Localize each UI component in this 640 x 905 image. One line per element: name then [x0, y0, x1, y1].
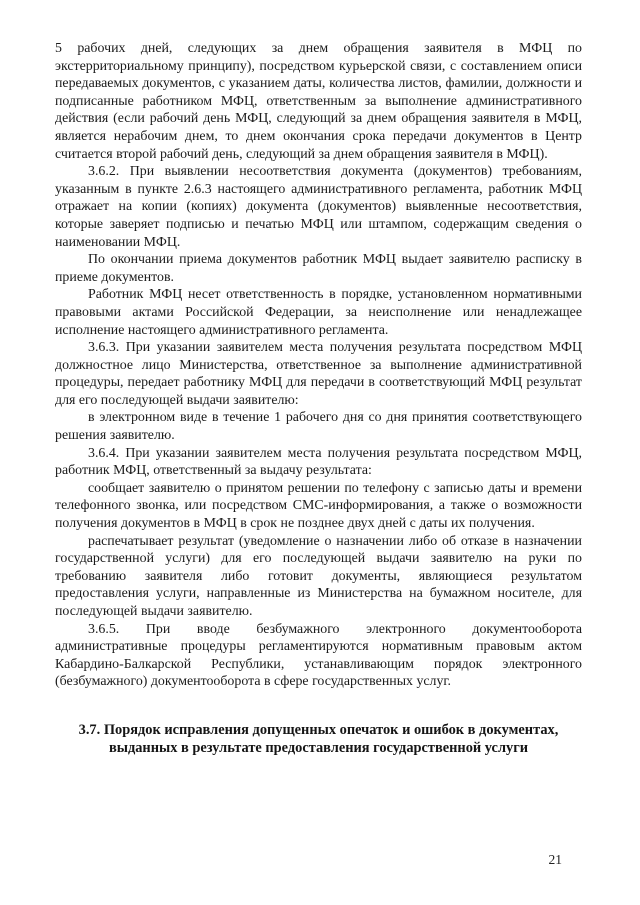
section-heading: 3.7. Порядок исправления допущенных опечаток и ошибок в документах, выданных в результате предоставления государственной услуги [78, 721, 559, 756]
paragraph: 3.6.3. При указании заявителем места получения результата посредством МФЦ должностное лицо Министерства, ответственное за выполнение административной процедуры, передает работнику МФЦ для передачи в соответствующий МФЦ результат для его последующей выдачи заявителю: [55, 340, 582, 408]
paragraph: распечатывает результат (уведомление о назначении либо об отказе в назначении государственной услуги) для его последующей выдачи заявителю на руки по требованию заявителя либо готовит документы, являющиеся результатом предоставления услуги, направленные из Министерства на бумажном носителе, для последующей выдачи заявителю. [55, 533, 582, 619]
body-text [55, 40, 582, 691]
paragraph: 3.6.4. При указании заявителем места получения результата посредством МФЦ, работник МФЦ, ответственный за выдачу результата: [55, 445, 582, 479]
paragraph: 5 рабочих дней, следующих за днем обращения заявителя в МФЦ по экстерриториальному принципу), посредством курьерской связи, с составлением описи передаваемых документов, с указанием даты, количества листов, фамилии, должности и подписанные работником МФЦ, ответственным за выполнение административного действия (если рабочий день МФЦ, следующий за днем обращения заявителя в МФЦ, является нерабочим днем, то днем окончания срока передачи документов в Центр считается второй рабочий день, следующий за днем обращения заявителя в МФЦ). [55, 41, 582, 162]
paragraph: сообщает заявителю о принятом решении по телефону с записью даты и времени телефонного звонка, или посредством СМС-информирования, а также о возможности получения документов в МФЦ в срок не позднее двух дней с даты их получения. [55, 480, 582, 532]
page-number: 21 [548, 852, 562, 867]
paragraph: По окончании приема документов работник МФЦ выдает заявителю расписку в приеме документов. [55, 252, 582, 285]
paragraph: 3.6.2. При выявлении несоответствия документа (документов) требованиям, указанным в пункте 2.6.3 настоящего административного регламента, работник МФЦ отражает на копии (копиях) документа (документов) выявленные несоответствия, которые заверяет подписью и печатью МФЦ или штампом, содержащим сведения о наименовании МФЦ. [55, 164, 582, 250]
paragraph: в электронном виде в течение 1 рабочего дня со дня принятия соответствующего решения заявителю. [55, 410, 582, 444]
paragraph: Работник МФЦ несет ответственность в порядке, установленном нормативными правовыми актами Российской Федерации, за неисполнение или ненадлежащее исполнение настоящего административного регламента. [55, 287, 582, 338]
paragraph: 3.6.5. При вводе безбумажного электронного документооборота административные процедуры регламентируются нормативным правовым актом Кабардино-Балкарской Республики, устанавливающим порядок электронного (безбумажного) документооборота в сфере государственных услуг. [55, 621, 582, 690]
